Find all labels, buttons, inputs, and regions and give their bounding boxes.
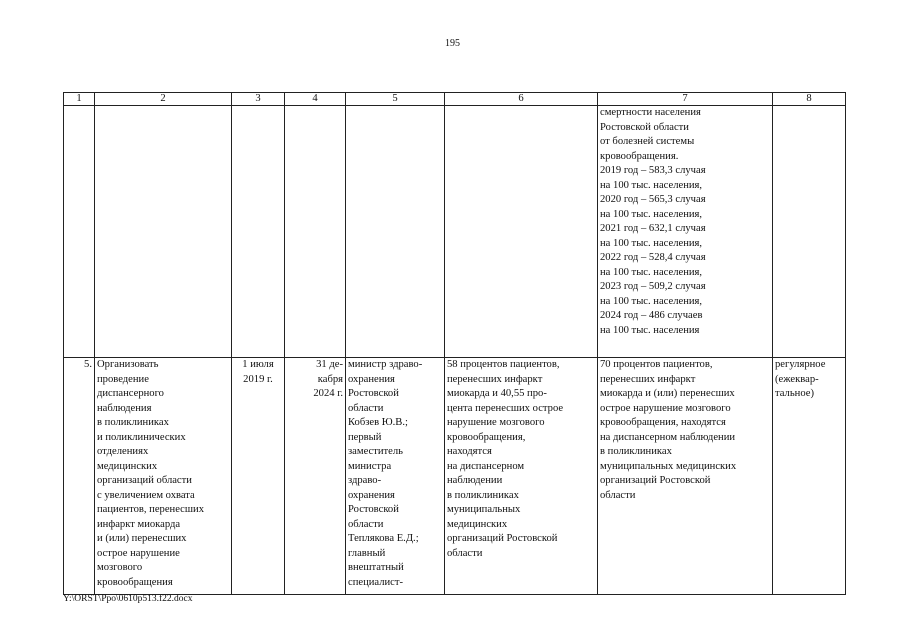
empty-cell (285, 106, 346, 358)
responsible-cell: министр здраво- охранения Ростовской области Кобзев Ю.В.; первый заместитель министра здраво- охранения Ростовской области Теплякова Е.Д.; главный внештатный специалист- (346, 358, 445, 595)
plan-table (63, 92, 846, 595)
column-number: 1 (64, 93, 95, 106)
empty-cell (445, 106, 598, 358)
column-number: 3 (232, 93, 285, 106)
column-number: 7 (598, 93, 773, 106)
table-row (64, 358, 846, 595)
result-cell: 58 процентов пациентов, перенесших инфаркт миокарда и 40,55 про- цента перенесших острое нарушение мозгового кровообращения, находятся на диспансерном наблюдении в поликлиниках муниципальных медицинских организаций Ростовской области (445, 358, 598, 595)
empty-cell (773, 106, 846, 358)
empty-cell (232, 106, 285, 358)
regularity-cell: регулярное (ежеквар- тальное) (773, 358, 846, 595)
end-date-cell: 31 де- кабря 2024 г. (285, 358, 346, 595)
column-number: 6 (445, 93, 598, 106)
mortality-indicators-cell: смертности населения Ростовской области от болезней системы кровообращения. 2019 год – 583,3 случая на 100 тыс. населения, 2020 год – 565,3 случая на 100 тыс. населения, 2021 год – 632,1 случая на 100 тыс. населения, 2022 год – 528,4 случая на 100 тыс. населения, 2023 год – 509,2 случая на 100 тыс. населения, 2024 год – 486 случаев на 100 тыс. населения (598, 106, 773, 358)
indicator-cell: 70 процентов пациентов, перенесших инфаркт миокарда и (или) перенесших острое нарушение мозгового кровообращения, находятся на диспансерном наблюдении в поликлиниках муниципальных медицинских организаций Ростовской области (598, 358, 773, 595)
continuation-row (64, 106, 846, 358)
page-number: 195 (445, 38, 460, 49)
file-path-footer: Y:\ORST\Ppo\0610p513.f22.docx (63, 594, 193, 604)
column-number-row (64, 93, 846, 106)
column-number: 2 (95, 93, 232, 106)
column-number: 8 (773, 93, 846, 106)
empty-cell (64, 106, 95, 358)
start-date-cell: 1 июля 2019 г. (232, 358, 285, 595)
column-number: 5 (346, 93, 445, 106)
empty-cell (346, 106, 445, 358)
measure-cell: Организовать проведение диспансерного наблюдения в поликлиниках и поликлинических отделениях медицинских организаций области с увеличением охвата пациентов, перенесших инфаркт миокарда и (или) перенесших острое нарушение мозгового кровообращения (95, 358, 232, 595)
item-number-cell: 5. (64, 358, 95, 595)
empty-cell (95, 106, 232, 358)
column-number: 4 (285, 93, 346, 106)
